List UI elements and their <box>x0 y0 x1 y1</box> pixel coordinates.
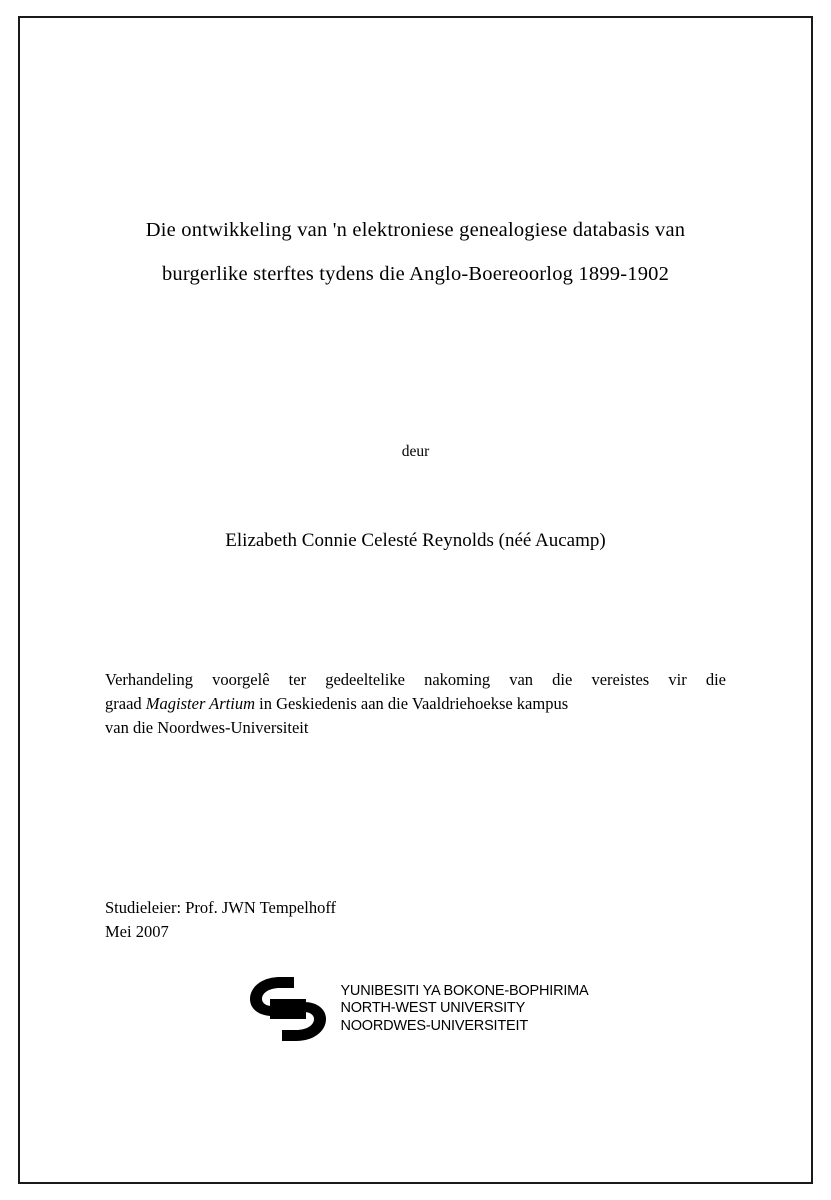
degree-name: Magister Artium <box>145 694 256 713</box>
page-title <box>105 208 726 296</box>
byline-label: deur <box>401 443 430 460</box>
page-content <box>20 18 811 1182</box>
supervisor-block <box>105 896 336 944</box>
degree-statement <box>105 668 726 740</box>
university-logo <box>20 973 811 1045</box>
author-name: Elizabeth Connie Celesté Reynolds (néé Aucamp) <box>225 530 606 551</box>
logo-text-line-1: YUNIBESITI YA BOKONE-BOPHIRIMA <box>340 982 589 999</box>
logo-text <box>340 983 588 1036</box>
statement-line-2-suffix: in Geskiedenis aan die Vaaldriehoekse kampus <box>255 694 569 713</box>
statement-line-3: van die Noordwes-Universiteit <box>105 718 309 737</box>
document-page <box>18 16 813 1184</box>
statement-line-2-prefix: graad <box>105 694 146 713</box>
title-line-1: Die ontwikkeling van 'n elektroniese genealogiese databasis van <box>145 219 686 241</box>
logo-text-line-2: NORTH-WEST UNIVERSITY <box>340 1000 526 1017</box>
date-line: Mei 2007 <box>105 922 169 941</box>
logo-text-line-3: NOORDWES-UNIVERSITEIT <box>340 1017 528 1034</box>
title-line-2: burgerlike sterftes tydens die Anglo-Boereoorlog 1899-1902 <box>161 263 670 285</box>
statement-line-2 <box>105 692 726 716</box>
statement-line-1: Verhandeling voorgelê ter gedeeltelike nakoming van die vereistes vir die <box>105 670 726 689</box>
supervisor-line: Studieleier: Prof. JWN Tempelhoff <box>105 898 337 917</box>
north-west-university-logo-icon <box>242 973 334 1045</box>
